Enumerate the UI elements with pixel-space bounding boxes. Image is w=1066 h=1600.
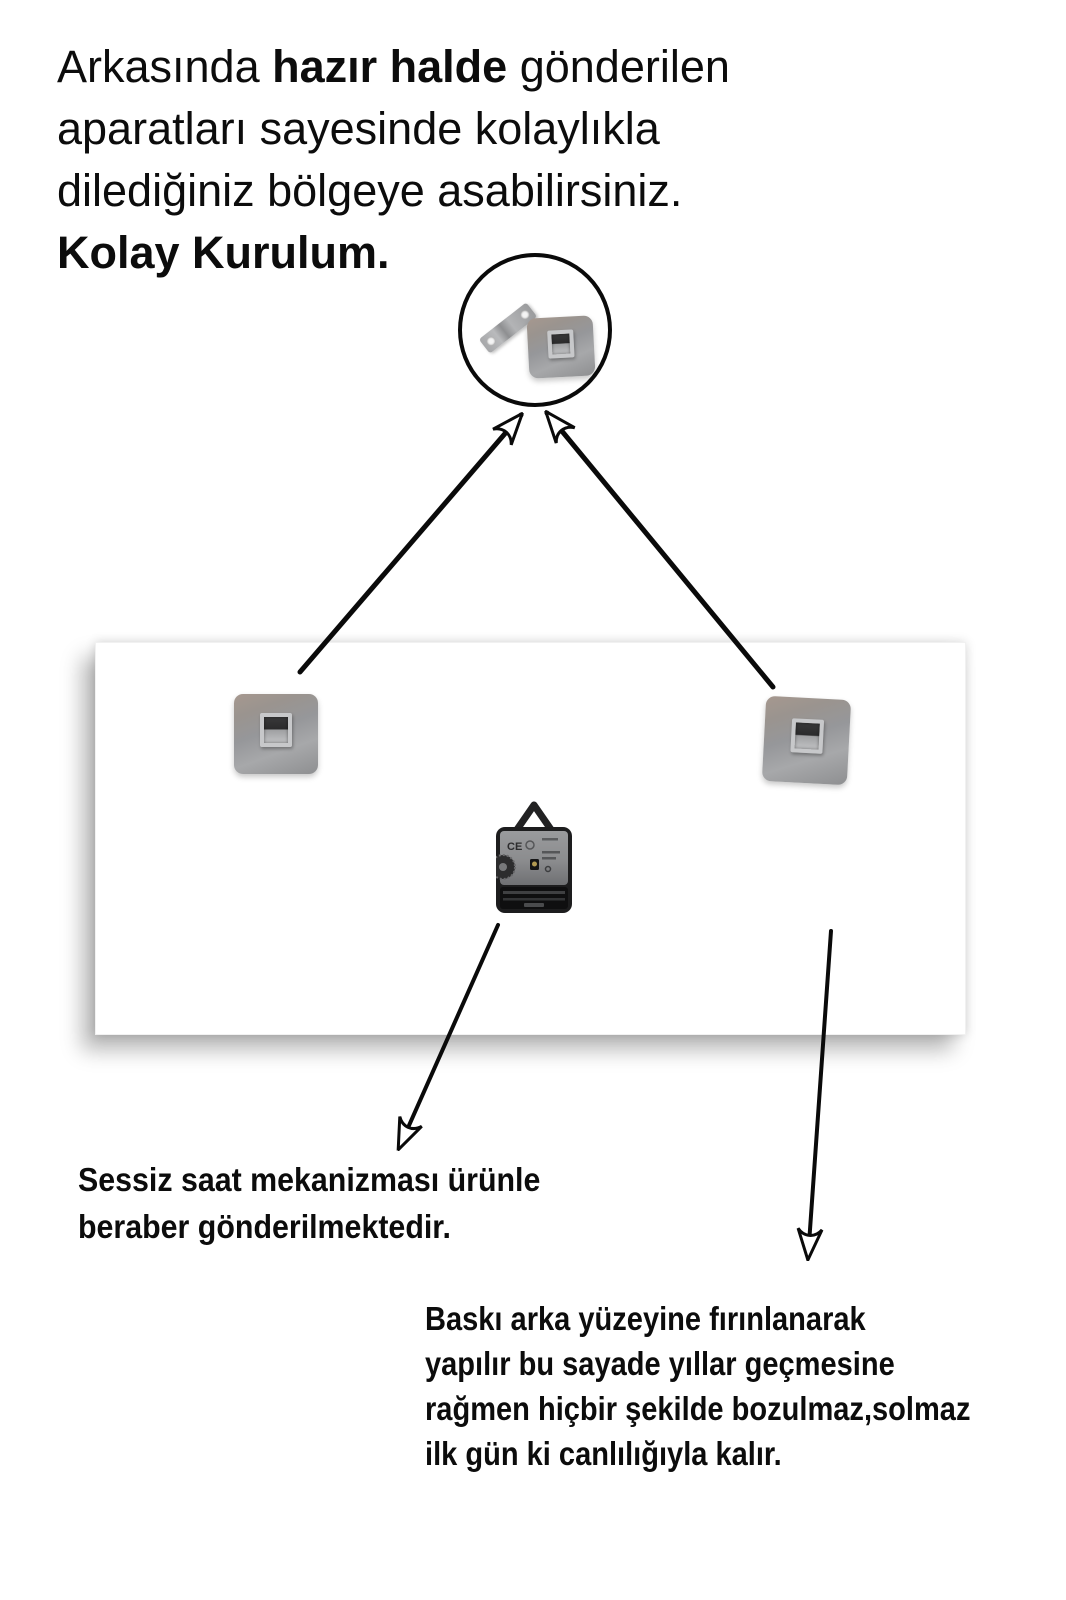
clock-mechanism-graphic <box>496 801 572 913</box>
arrow-left-plate-to-detail <box>300 415 521 672</box>
hardware-detail-circle <box>458 253 612 407</box>
print-note-line-4: ilk gün ki canlılığıyla kalır. <box>425 1435 782 1472</box>
ce-mark: CE <box>507 841 523 853</box>
mechanism-note <box>78 1156 540 1250</box>
mounting-plate-photo <box>526 315 595 378</box>
battery-cover-tab <box>524 903 544 907</box>
mechanism-note-line-1: Sessiz saat mekanizması ürünle <box>78 1161 541 1198</box>
plate-hook <box>547 329 574 358</box>
clock-mechanism <box>496 801 572 913</box>
intro-line-1-regular: Arkasında <box>57 41 273 92</box>
fine-print-mark <box>542 838 558 841</box>
right-mounting-plate <box>762 696 851 785</box>
intro-line-1-bold: hazır halde <box>272 41 508 92</box>
intro-line-1-regular-2: gönderilen <box>507 41 730 92</box>
intro-line-2: aparatları sayesinde kolaylıkla <box>57 103 660 154</box>
battery-compartment-ridge <box>503 891 565 894</box>
battery-compartment-ridge <box>503 898 565 901</box>
bracket-hole <box>485 335 498 348</box>
mechanism-note-line-2: beraber gönderilmektedir. <box>78 1208 451 1245</box>
fine-print-mark <box>542 851 560 854</box>
plate-hook <box>790 718 824 754</box>
plate-hook <box>260 713 292 747</box>
intro-line-1 <box>57 36 730 98</box>
print-note-line-1: Baskı arka yüzeyine fırınlanarak <box>425 1300 866 1337</box>
print-note-line-2: yapılır bu sayade yıllar geçmesine <box>425 1345 895 1382</box>
print-note-line-3: rağmen hiçbir şekilde bozulmaz,solmaz <box>425 1390 971 1427</box>
intro-line-3: dilediğiniz bölgeye asabilirsiniz. <box>57 165 683 216</box>
hand-shaft-pin <box>532 862 537 867</box>
left-mounting-plate <box>234 694 318 774</box>
clock-back-panel <box>95 642 966 1035</box>
fine-print-mark <box>542 857 556 860</box>
intro-line-4-easy-install: Kolay Kurulum. <box>57 227 390 278</box>
bracket-hole <box>519 308 532 321</box>
print-note <box>425 1296 970 1476</box>
intro-text <box>57 36 730 284</box>
time-set-wheel-center <box>499 863 507 871</box>
